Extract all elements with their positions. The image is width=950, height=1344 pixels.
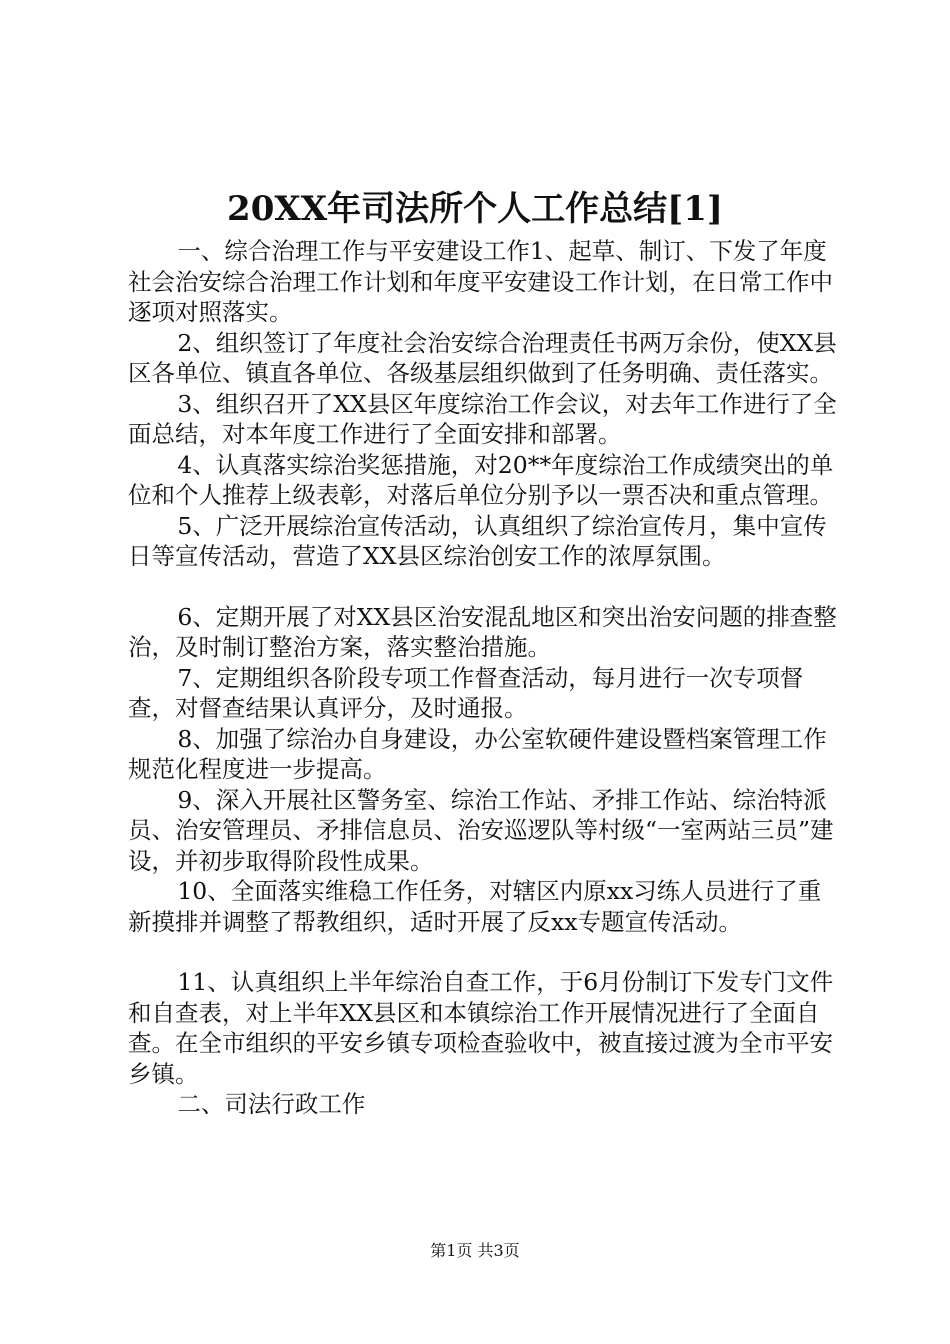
page-number: 第1页 共3页 xyxy=(430,1241,520,1260)
paragraph-2: 2、组织签订了年度社会治安综合治理责任书两万余份，使XX县区各单位、镇直各单位、各级基层组织做到了任务明确、责任落实。 xyxy=(128,328,837,387)
paragraph-5: 5、广泛开展综治宣传活动，认真组织了综治宣传月，集中宣传日等宣传活动，营造了XX县区综治创安工作的浓厚氛围。 xyxy=(128,511,827,570)
paragraph-6: 6、定期开展了对XX县区治安混乱地区和突出治安问题的排查整治，及时制订整治方案，落实整治措施。 xyxy=(128,602,837,661)
paragraph-8: 8、加强了综治办自身建设，办公室软硬件建设暨档案管理工作规范化程度进一步提高。 xyxy=(128,724,827,783)
document-title: 20XX年司法所个人工作总结[1] xyxy=(227,189,723,229)
paragraph-4: 4、认真落实综治奖惩措施，对20**年度综治工作成绩突出的单位和个人推荐上级表彰，对落后单位分别予以一票否决和重点管理。 xyxy=(128,450,834,509)
document-body xyxy=(128,236,840,1120)
paragraph-3: 3、组织召开了XX县区年度综治工作会议，对去年工作进行了全面总结，对本年度工作进行了全面安排和部署。 xyxy=(128,389,837,448)
paragraph-1: 一、综合治理工作与平安建设工作1、起草、制订、下发了年度社会治安综合治理工作计划和年度平安建设工作计划，在日常工作中逐项对照落实。 xyxy=(128,237,833,326)
paragraph-11: 11、认真组织上半年综治自查工作，于6月份制订下发专门文件和自查表，对上半年XX县区和本镇综治工作开展情况进行了全面自查。在全市组织的平安乡镇专项检查验收中，被直接过渡为全市平安乡镇。 xyxy=(128,968,834,1088)
paragraph-10: 10、全面落实维稳工作任务，对辖区内原xx习练人员进行了重新摸排并调整了帮教组织，适时开展了反xx专题宣传活动。 xyxy=(128,877,822,936)
paragraph-9: 9、深入开展社区警务室、综治工作站、矛排工作站、综治特派员、治安管理员、矛排信息员、治安巡逻队等村级“一室两站三员”建设，并初步取得阶段性成果。 xyxy=(128,785,834,875)
section-heading-judicial-admin: 二、司法行政工作 xyxy=(177,1090,366,1118)
paragraph-7: 7、定期组织各阶段专项工作督查活动，每月进行一次专项督查，对督查结果认真评分，及时通报。 xyxy=(128,663,804,722)
